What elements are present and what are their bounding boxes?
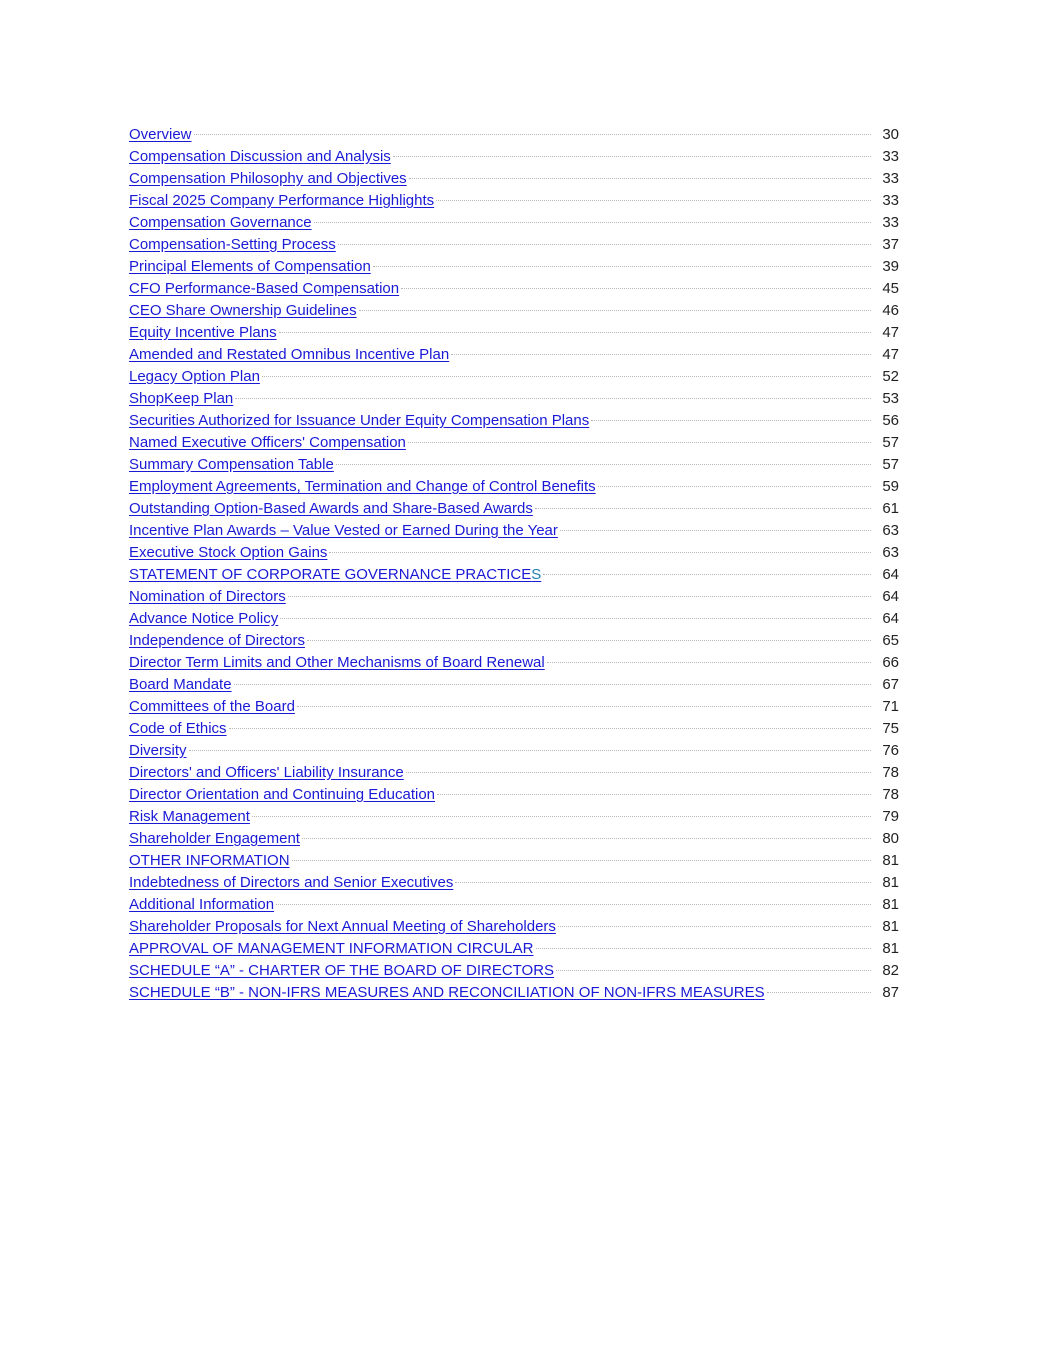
toc-entry-page-number: 30	[882, 126, 899, 143]
toc-entry-page-number: 47	[882, 324, 899, 341]
toc-entry	[129, 212, 899, 234]
toc-entry-page-number: 45	[882, 280, 899, 297]
toc-entry-page-number: 76	[882, 742, 899, 759]
toc-entry	[129, 498, 899, 520]
dot-leader	[373, 266, 871, 267]
toc-entry-link[interactable]: APPROVAL OF MANAGEMENT INFORMATION CIRCULAR	[129, 940, 534, 957]
toc-entry-page-number: 65	[882, 632, 899, 649]
dot-leader	[276, 904, 871, 905]
dot-leader	[279, 332, 871, 333]
toc-entry-page-number: 37	[882, 236, 899, 253]
toc-entry	[129, 388, 899, 410]
toc-entry-link[interactable]: Additional Information	[129, 896, 275, 913]
dot-leader	[302, 838, 871, 839]
toc-entry	[129, 828, 899, 850]
toc-entry	[129, 696, 899, 718]
toc-entry-link[interactable]: Director Orientation and Continuing Education	[129, 786, 436, 803]
dot-leader	[359, 310, 871, 311]
toc-entry-link[interactable]: Directors' and Officers' Liability Insurance	[129, 764, 404, 781]
dot-leader	[307, 640, 871, 641]
toc-entry-link[interactable]: ShopKeep Plan	[129, 390, 234, 407]
toc-entry	[129, 916, 899, 938]
toc-entry-link[interactable]: Outstanding Option-Based Awards and Share-Based Awards	[129, 500, 533, 517]
toc-entry	[129, 850, 899, 872]
toc-entry	[129, 784, 899, 806]
toc-entry-link[interactable]: Director Term Limits and Other Mechanisms of Board Renewal	[129, 654, 545, 671]
toc-entry	[129, 542, 899, 564]
toc-entry	[129, 762, 899, 784]
toc-entry	[129, 190, 899, 212]
toc-entry-page-number: 64	[882, 566, 899, 583]
toc-entry	[129, 278, 899, 300]
toc-entry	[129, 454, 899, 476]
dot-leader	[535, 508, 871, 509]
toc-entry-page-number: 64	[882, 610, 899, 627]
dot-leader	[338, 244, 871, 245]
toc-entry-link[interactable]: Overview	[129, 126, 192, 143]
dot-leader	[556, 970, 871, 971]
toc-entry-page-number: 66	[882, 654, 899, 671]
toc-entry-link[interactable]: Securities Authorized for Issuance Under Equity Compensation Plans	[129, 412, 590, 429]
dot-leader	[536, 948, 872, 949]
dot-leader	[767, 992, 871, 993]
toc-entry-link[interactable]: Advance Notice Policy	[129, 610, 279, 627]
toc-entry-link[interactable]: Committees of the Board	[129, 698, 295, 715]
toc-entry-link[interactable]: CEO Share Ownership Guidelines	[129, 302, 357, 319]
toc-entry-page-number: 52	[882, 368, 899, 385]
toc-entry	[129, 960, 899, 982]
toc-entry-link[interactable]: Summary Compensation Table	[129, 456, 334, 473]
toc-entry-link[interactable]: Employment Agreements, Termination and Change of Control Benefits	[129, 478, 596, 495]
toc-entry-link[interactable]: Indebtedness of Directors and Senior Executives	[129, 874, 454, 891]
toc-entry-link[interactable]: Incentive Plan Awards – Value Vested or Earned During the Year	[129, 522, 558, 539]
dot-leader	[437, 794, 871, 795]
table-of-contents	[129, 124, 899, 1004]
toc-entry-page-number: 47	[882, 346, 899, 363]
dot-leader	[598, 486, 871, 487]
toc-entry	[129, 718, 899, 740]
toc-entry-link[interactable]: CFO Performance-Based Compensation	[129, 280, 400, 297]
toc-entry	[129, 322, 899, 344]
dot-leader	[189, 750, 871, 751]
dot-leader	[591, 420, 871, 421]
toc-entry-link[interactable]: SCHEDULE “B” - NON-IFRS MEASURES AND RECONCILIATION OF NON-IFRS MEASURES	[129, 984, 765, 1001]
toc-entry-page-number: 63	[882, 522, 899, 539]
toc-entry-link[interactable]: Code of Ethics	[129, 720, 227, 737]
dot-leader	[547, 662, 871, 663]
dot-leader	[235, 398, 871, 399]
toc-entry-page-number: 79	[882, 808, 899, 825]
toc-entry-link[interactable]: Board Mandate	[129, 676, 232, 693]
toc-entry-page-number: 46	[882, 302, 899, 319]
toc-entry-link[interactable]: Shareholder Engagement	[129, 830, 300, 847]
toc-entry-page-number: 82	[882, 962, 899, 979]
toc-entry	[129, 410, 899, 432]
dot-leader	[560, 530, 871, 531]
toc-entry	[129, 520, 899, 542]
dot-leader	[229, 728, 871, 729]
toc-entry	[129, 674, 899, 696]
toc-entry	[129, 344, 899, 366]
toc-entry-page-number: 81	[882, 896, 899, 913]
dot-leader	[436, 200, 871, 201]
dot-leader	[336, 464, 871, 465]
dot-leader	[262, 376, 871, 377]
toc-entry-link[interactable]: Fiscal 2025 Company Performance Highlights	[129, 192, 435, 209]
toc-entry-page-number: 64	[882, 588, 899, 605]
dot-leader	[409, 178, 871, 179]
toc-entry	[129, 432, 899, 454]
toc-entry-page-number: 71	[882, 698, 899, 715]
toc-entry	[129, 564, 899, 586]
toc-entry-page-number: 57	[882, 456, 899, 473]
toc-entry	[129, 586, 899, 608]
toc-entry	[129, 608, 899, 630]
toc-entry-link[interactable]: Compensation-Setting Process	[129, 236, 336, 253]
toc-entry-link[interactable]: Independence of Directors	[129, 632, 305, 649]
toc-entry-link[interactable]: Risk Management	[129, 808, 250, 825]
toc-entry-link[interactable]: Executive Stock Option Gains	[129, 544, 328, 561]
dot-leader	[393, 156, 871, 157]
toc-entry-link[interactable]: Compensation Governance	[129, 214, 312, 231]
toc-entry-title: STATEMENT OF CORPORATE GOVERNANCE PRACTICE	[129, 566, 532, 583]
dot-leader	[451, 354, 871, 355]
toc-entry-link[interactable]: Nomination of Directors	[129, 588, 286, 605]
toc-entry	[129, 234, 899, 256]
dot-leader	[234, 684, 871, 685]
toc-entry-page-number: 81	[882, 918, 899, 935]
toc-entry-link[interactable]: Diversity	[129, 742, 187, 759]
toc-entry	[129, 894, 899, 916]
toc-entry	[129, 982, 899, 1004]
toc-entry-link[interactable]: Principal Elements of Compensation	[129, 258, 371, 275]
toc-entry-page-number: 78	[882, 764, 899, 781]
toc-entry-page-number: 81	[882, 852, 899, 869]
toc-entry-page-number: 33	[882, 214, 899, 231]
toc-entry-link[interactable]: Compensation Discussion and Analysis	[129, 148, 391, 165]
toc-entry-link[interactable]: Named Executive Officers' Compensation	[129, 434, 406, 451]
toc-entry	[129, 124, 899, 146]
toc-entry-page-number: 75	[882, 720, 899, 737]
toc-entry	[129, 146, 899, 168]
toc-entry-link[interactable]: Compensation Philosophy and Objectives	[129, 170, 407, 187]
toc-entry-page-number: 78	[882, 786, 899, 803]
toc-entry-link[interactable]: Legacy Option Plan	[129, 368, 260, 385]
toc-entry-page-number: 33	[882, 170, 899, 187]
toc-entry-page-number: 81	[882, 874, 899, 891]
dot-leader	[252, 816, 871, 817]
toc-entry-page-number: 33	[882, 148, 899, 165]
toc-entry-link[interactable]: SCHEDULE “A” - CHARTER OF THE BOARD OF DIRECTORS	[129, 962, 555, 979]
toc-entry-page-number: 63	[882, 544, 899, 561]
toc-entry-page-number: 53	[882, 390, 899, 407]
toc-entry-title-last-char: S	[531, 566, 542, 583]
toc-entry-link[interactable]: OTHER INFORMATION	[129, 852, 290, 869]
toc-entry-link[interactable]: Shareholder Proposals for Next Annual Meeting of Shareholders	[129, 918, 556, 935]
toc-entry	[129, 652, 899, 674]
toc-entry-link[interactable]: Amended and Restated Omnibus Incentive Plan	[129, 346, 450, 363]
toc-entry	[129, 806, 899, 828]
dot-leader	[401, 288, 871, 289]
toc-entry-page-number: 39	[882, 258, 899, 275]
toc-entry	[129, 366, 899, 388]
toc-entry-page-number: 80	[882, 830, 899, 847]
dot-leader	[314, 222, 871, 223]
dot-leader	[408, 442, 871, 443]
toc-entry-page-number: 61	[882, 500, 899, 517]
toc-entry-page-number: 67	[882, 676, 899, 693]
toc-entry-page-number: 59	[882, 478, 899, 495]
dot-leader	[558, 926, 871, 927]
toc-entry-page-number: 56	[882, 412, 899, 429]
dot-leader	[406, 772, 871, 773]
toc-entry	[129, 476, 899, 498]
dot-leader	[288, 596, 871, 597]
toc-entry-page-number: 33	[882, 192, 899, 209]
toc-entry	[129, 938, 899, 960]
toc-entry-page-number: 57	[882, 434, 899, 451]
dot-leader	[543, 574, 871, 575]
toc-entry	[129, 168, 899, 190]
dot-leader	[194, 134, 871, 135]
toc-entry	[129, 256, 899, 278]
toc-entry	[129, 740, 899, 762]
toc-entry-page-number: 81	[882, 940, 899, 957]
toc-entry-link[interactable]	[129, 564, 541, 586]
toc-entry-link[interactable]: Equity Incentive Plans	[129, 324, 277, 341]
dot-leader	[455, 882, 871, 883]
dot-leader	[292, 860, 871, 861]
toc-entry-page-number: 87	[882, 984, 899, 1001]
dot-leader	[280, 618, 871, 619]
toc-entry	[129, 872, 899, 894]
toc-entry	[129, 630, 899, 652]
toc-entry	[129, 300, 899, 322]
dot-leader	[297, 706, 871, 707]
dot-leader	[329, 552, 871, 553]
